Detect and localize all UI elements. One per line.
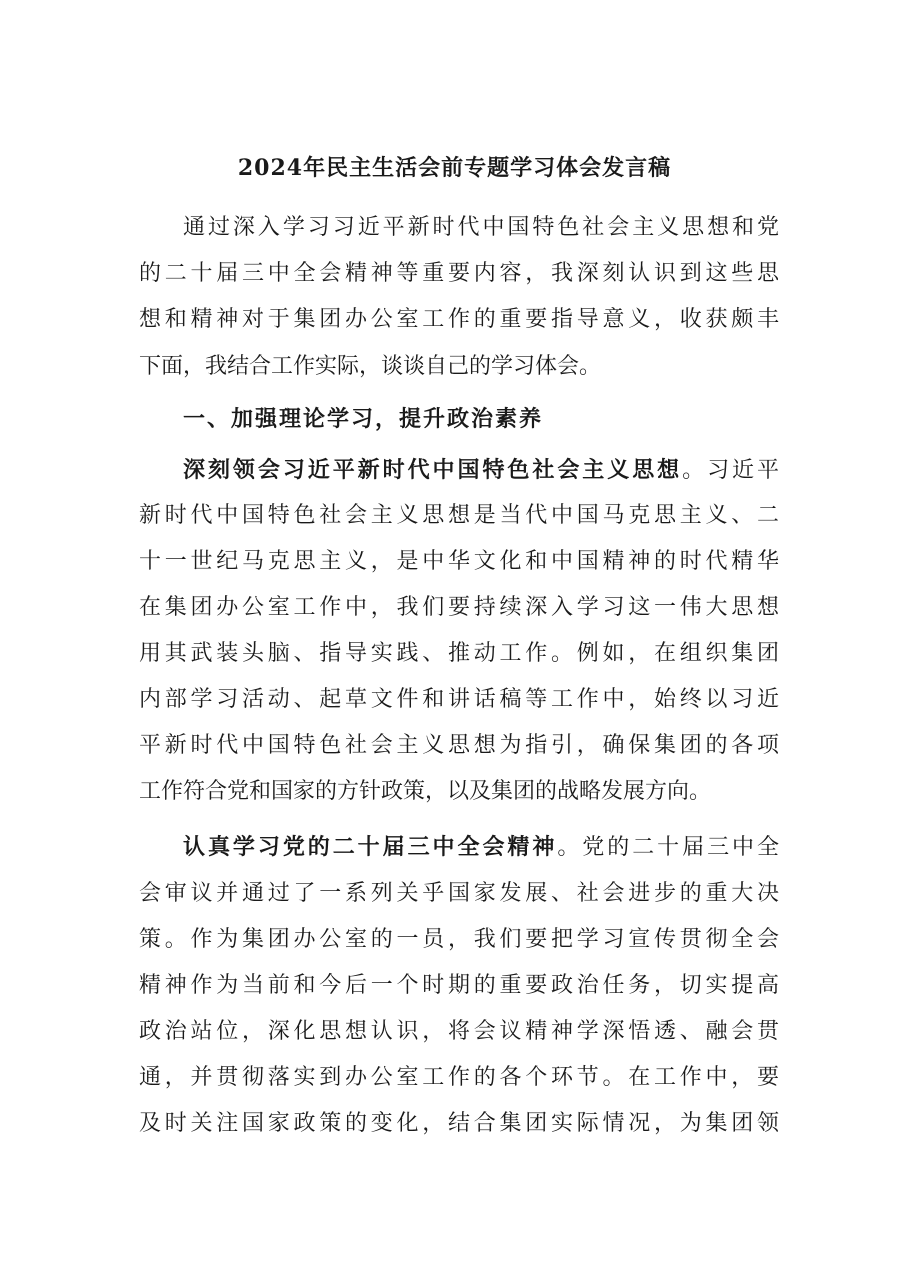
intro-line-2: 的二十届三中全会精神等重要内容，我深刻认识到这些思 [139,261,779,286]
para2-line-7: 及时关注国家政策的变化，结合集团实际情况，为集团领 [139,1111,779,1136]
para1-line-6: 内部学习活动、起草文件和讲话稿等工作中，始终以习近 [139,687,779,712]
para2-bold-lead: 认真学习党的二十届三中全会精神 [183,834,558,860]
section-heading-1: 一、加强理论学习，提升政治素养 [183,406,544,432]
para1-line-2: 新时代中国特色社会主义思想是当代中国马克思主义、二 [139,503,779,528]
intro-line-1: 通过深入学习习近平新时代中国特色社会主义思想和党 [183,215,779,240]
para1-lead-rest: 。习近平 [682,458,779,483]
para2-line-6: 通，并贯彻落实到办公室工作的各个环节。在工作中，要 [139,1065,779,1090]
intro-line-3: 想和精神对于集团办公室工作的重要指导意义，收获颇丰 [139,307,779,332]
para1-line-5: 用其武装头脑、指导实践、推动工作。例如，在组织集团 [139,641,779,666]
para2-line-5: 政治站位，深化思想认识，将会议精神学深悟透、融会贯 [139,1019,779,1044]
para2-line-2: 会审议并通过了一系列关乎国家发展、社会进步的重大决 [139,881,779,906]
para1-line-3: 十一世纪马克思主义，是中华文化和中国精神的时代精华 [139,549,779,574]
para2-line-3: 策。作为集团办公室的一员，我们要把学习宣传贯彻全会 [139,927,779,952]
para1-line-4: 在集团办公室工作中，我们要持续深入学习这一伟大思想 [139,595,779,620]
para2-lead-rest: 。党的二十届三中全 [557,835,779,860]
document-title: 2024年民主生活会前专题学习体会发言稿 [237,155,672,181]
para2-first-line [183,829,779,865]
para1-first-line [183,452,779,488]
para2-line-4: 精神作为当前和今后一个时期的重要政治任务，切实提高 [139,973,779,998]
para1-line-8: 工作符合党和国家的方针政策，以及集团的战略发展方向。 [139,779,712,804]
para1-bold-lead: 深刻领会习近平新时代中国特色社会主义思想 [183,457,683,483]
para1-line-7: 平新时代中国特色社会主义思想为指引，确保集团的各项 [139,733,779,758]
intro-line-4: 下面，我结合工作实际，谈谈自己的学习体会。 [139,354,602,379]
